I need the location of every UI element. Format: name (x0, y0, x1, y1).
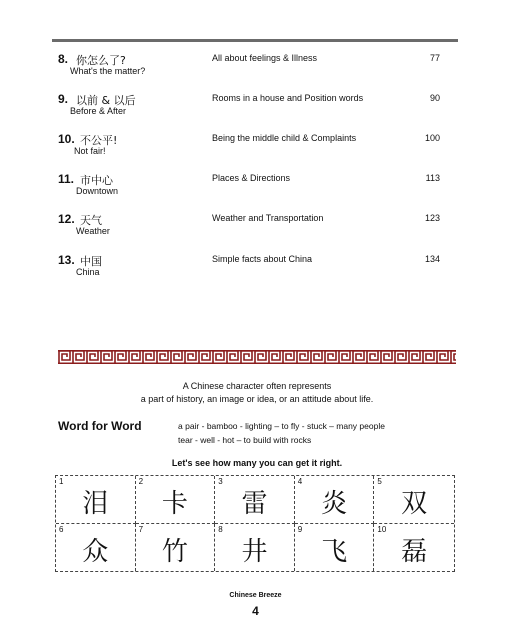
grid-cell (56, 524, 136, 572)
toc-entry (58, 52, 458, 86)
chinese-character: 众 (82, 536, 109, 567)
word-list-line: tear - well - hot – to build with rocks (178, 435, 312, 445)
intro-line: A Chinese character often represents (182, 381, 332, 391)
toc-english-title: Weather (76, 226, 110, 236)
cell-number: 5 (377, 477, 382, 486)
toc-topic: Weather and Transportation (212, 213, 324, 223)
toc-english-title: What's the matter? (70, 66, 146, 76)
top-divider (52, 39, 458, 42)
toc-english-title: Before & After (70, 106, 127, 116)
cell-number: 3 (218, 477, 223, 486)
toc-page-number: 134 (424, 254, 440, 264)
toc-number: 12. (58, 212, 75, 226)
chinese-character: 泪 (82, 489, 109, 519)
cell-number: 7 (138, 524, 144, 534)
toc-entry (58, 92, 458, 126)
toc-chinese-title: 以前 & 以后 (76, 94, 136, 107)
chinese-character: 磊 (401, 536, 428, 567)
toc-page-number: 123 (424, 213, 440, 223)
toc-chinese-title: 天气 (80, 214, 102, 227)
chinese-character: 卡 (161, 489, 188, 519)
grid-cell (136, 476, 216, 524)
toc-page-number: 100 (424, 133, 440, 143)
grid-cell (374, 524, 454, 572)
decorative-pattern-border (58, 350, 456, 364)
cell-number: 1 (59, 477, 64, 486)
chinese-character: 井 (241, 536, 268, 567)
cell-number: 4 (297, 477, 303, 486)
grid-cell (295, 524, 375, 572)
toc-number: 11. (58, 172, 75, 186)
cell-number: 8 (218, 524, 223, 534)
chinese-character: 竹 (161, 536, 188, 567)
grid-cell (374, 476, 454, 524)
grid-cell (295, 476, 375, 524)
toc-number: 9. (58, 92, 69, 106)
word-list-line: a pair - bamboo - lighting – to fly - stuck – many people (178, 421, 385, 431)
grid-cell (215, 524, 295, 572)
page-number: 4 (252, 604, 259, 618)
toc-topic: Places & Directions (212, 173, 291, 183)
toc-page-number: 113 (425, 173, 440, 183)
chinese-character: 雷 (241, 489, 268, 519)
character-grid (55, 475, 455, 572)
chinese-character: 炎 (321, 489, 348, 519)
toc-page-number: 77 (429, 53, 440, 63)
toc-entry (58, 172, 458, 206)
challenge-heading: Let's see how many you can get it right. (171, 458, 343, 468)
chinese-character: 双 (401, 489, 428, 519)
toc-entry (58, 212, 458, 246)
intro-line: a part of history, an image or idea, or an attitude about life. (140, 394, 374, 404)
toc-number: 13. (58, 253, 75, 267)
cell-number: 6 (59, 524, 64, 534)
toc-page-number: 90 (429, 93, 440, 103)
toc-english-title: Not fair! (74, 146, 106, 156)
cell-number: 10 (377, 524, 387, 534)
toc-chinese-title: 你怎么了? (76, 54, 126, 67)
section-title: Word for Word (58, 419, 142, 433)
cell-number: 2 (138, 477, 144, 486)
toc-number: 10. (58, 132, 75, 146)
toc-topic: Simple facts about China (212, 254, 313, 264)
grid-cell (136, 524, 216, 572)
toc-english-title: China (76, 267, 100, 277)
cell-number: 9 (297, 524, 303, 534)
grid-cell (56, 476, 136, 524)
toc-chinese-title: 不公平! (80, 134, 118, 147)
toc-topic: Rooms in a house and Position words (212, 93, 364, 103)
toc-entry (58, 132, 458, 166)
footer-brand: Chinese Breeze (229, 592, 282, 599)
chinese-character: 飞 (321, 536, 348, 567)
grid-cell (215, 476, 295, 524)
toc-english-title: Downtown (76, 186, 119, 196)
toc-entry (58, 253, 458, 287)
toc-number: 8. (58, 52, 69, 66)
toc-chinese-title: 市中心 (80, 174, 113, 187)
toc-topic: Being the middle child & Complaints (212, 133, 357, 143)
toc-topic: All about feelings & Illness (212, 53, 318, 63)
toc-chinese-title: 中国 (80, 255, 102, 268)
